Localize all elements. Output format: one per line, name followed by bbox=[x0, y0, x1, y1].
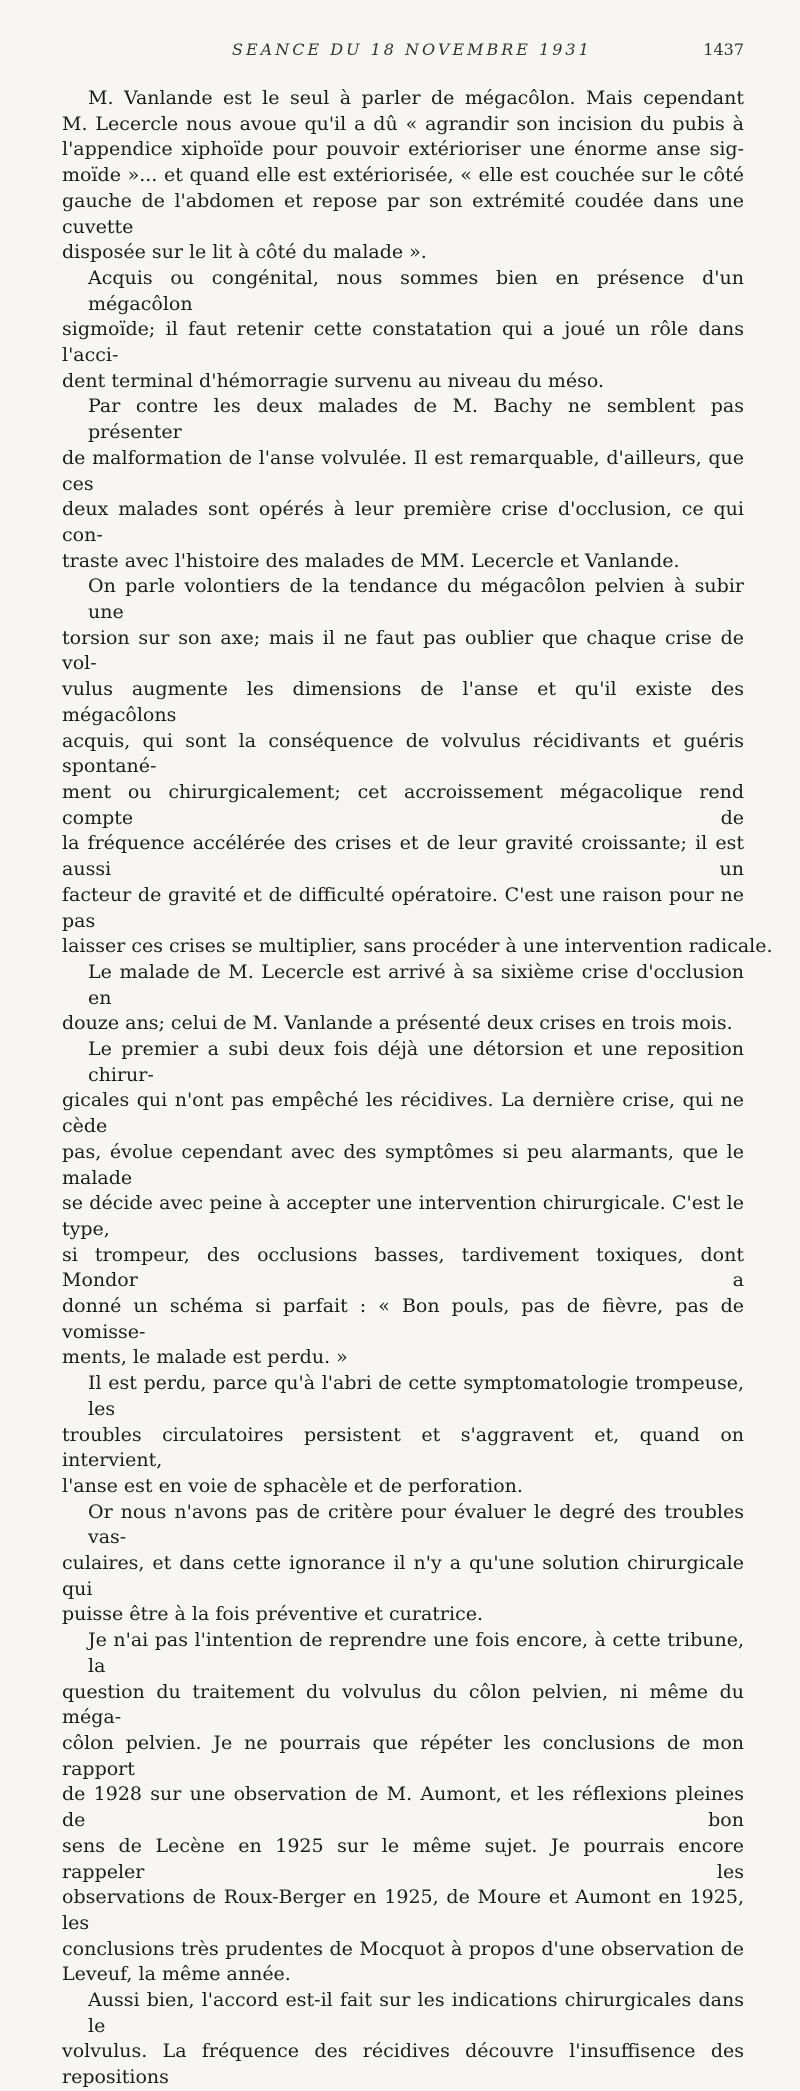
text-line: Je n'ai pas l'intention de reprendre une fois encore, à cette tribune, la bbox=[88, 1629, 744, 1677]
text-line: Il est perdu, parce qu'à l'abri de cette symptomatologie trompeuse, les bbox=[88, 1372, 744, 1420]
running-title: SEANCE DU 18 NOVEMBRE 1931 bbox=[232, 40, 592, 59]
text-line: On parle volontiers de la tendance du mégacôlon pelvien à subir une bbox=[88, 575, 744, 624]
text-line: pas, évolue cependant avec des symptômes si peu alarmants, que le malade bbox=[62, 1140, 744, 1189]
text-line: acquis, qui sont la conséquence de volvulus récidivants et guéris spontané- bbox=[62, 729, 744, 778]
text-line: conclusions très prudentes de Mocquot à propos d'une observation de bbox=[62, 1937, 744, 1960]
text-line: M. Lecercle nous avoue qu'il a dû « agrandir son incision du pubis à bbox=[62, 112, 744, 135]
text-line: traste avec l'histoire des malades de MM. Lecercle et Vanlande. bbox=[62, 549, 680, 572]
text-line: question du traitement du volvulus du côlon pelvien, ni même du méga- bbox=[62, 1680, 744, 1729]
text-line: ment ou chirurgicalement; cet accroissement mégacolique rend compte de bbox=[62, 780, 744, 829]
text-line: disposée sur le lit à côté du malade ». bbox=[62, 241, 427, 264]
text-line: ments, le malade est perdu. » bbox=[62, 1346, 348, 1369]
text-line: Or nous n'avons pas de critère pour évaluer le degré des troubles vas- bbox=[88, 1500, 744, 1549]
text-line: puisse être à la fois préventive et curatrice. bbox=[62, 1603, 484, 1626]
text-line: facteur de gravité et de difficulté opératoire. C'est une raison pour ne pas bbox=[62, 883, 744, 932]
text-line: torsion sur son axe; mais il ne faut pas oublier que chaque crise de vol- bbox=[62, 626, 744, 675]
text-line: laisser ces crises se multiplier, sans procéder à une intervention radicale. bbox=[62, 935, 773, 958]
text-line: donné un schéma si parfait : « Bon pouls, pas de fièvre, pas de vomisse- bbox=[62, 1295, 744, 1343]
text-line: l'appendice xiphoïde pour pouvoir extérioriser une énorme anse sig- bbox=[62, 138, 744, 161]
text-line: l'anse est en voie de sphacèle et de perforation. bbox=[62, 1474, 523, 1497]
text-line: Aussi bien, l'accord est-il fait sur les indications chirurgicales dans le bbox=[88, 1989, 744, 2037]
text-line: troubles circulatoires persistent et s'aggravent et, quand on intervient, bbox=[62, 1423, 744, 1472]
text-line: la fréquence accélérée des crises et de leur gravité croissante; il est aussi un bbox=[62, 832, 744, 881]
text-line: se décide avec peine à accepter une intervention chirurgicale. C'est le type, bbox=[62, 1192, 744, 1240]
page-number: 1437 bbox=[703, 40, 744, 59]
body-text bbox=[62, 86, 773, 2091]
text-line: sigmoïde; il faut retenir cette constatation qui a joué un rôle dans l'acci- bbox=[62, 318, 744, 367]
text-line: M. Vanlande est le seul à parler de mégacôlon. Mais cependant bbox=[88, 87, 744, 109]
text-line: observations de Roux-Berger en 1925, de Moure et Aumont en 1925, les bbox=[62, 1886, 744, 1934]
text-line: de malformation de l'anse volvulée. Il est remarquable, d'ailleurs, que ces bbox=[62, 446, 744, 495]
text-line: sens de Lecène en 1925 sur le même sujet. Je pourrais encore rappeler les bbox=[62, 1834, 744, 1883]
text-line: Le malade de M. Lecercle est arrivé à sa sixième crise d'occlusion en bbox=[88, 960, 744, 1009]
text-line: deux malades sont opérés à leur première crise d'occlusion, ce qui con- bbox=[62, 498, 744, 546]
text-line: côlon pelvien. Je ne pourrais que répéter les conclusions de mon rapport bbox=[62, 1732, 744, 1780]
running-header bbox=[62, 40, 744, 64]
text-line: Leveuf, la même année. bbox=[62, 1963, 291, 1986]
text-line: dent terminal d'hémorragie survenu au niveau du méso. bbox=[62, 369, 605, 392]
text-line: Le premier a subi deux fois déjà une détorsion et une reposition chirur- bbox=[88, 1038, 744, 1086]
text-line: si trompeur, des occlusions basses, tardivement toxiques, dont Mondor a bbox=[62, 1243, 744, 1292]
text-line: culaires, et dans cette ignorance il n'y a qu'une solution chirurgicale qui bbox=[62, 1552, 744, 1600]
text-line: gicales qui n'ont pas empêché les récidives. La dernière crise, qui ne cède bbox=[62, 1089, 744, 1138]
text-line: Par contre les deux malades de M. Bachy ne semblent pas présenter bbox=[88, 395, 744, 444]
text-line: gauche de l'abdomen et repose par son extrémité coudée dans une cuvette bbox=[62, 189, 744, 238]
text-line: moïde »... et quand elle est extériorisée, « elle est couchée sur le côté bbox=[62, 164, 744, 187]
text-line: vulus augmente les dimensions de l'anse et qu'il existe des mégacôlons bbox=[62, 678, 744, 726]
text-line: Acquis ou congénital, nous sommes bien en présence d'un mégacôlon bbox=[88, 266, 744, 315]
text-line: de 1928 sur une observation de M. Aumont, et les réflexions pleines de bon bbox=[62, 1783, 744, 1832]
text-line: douze ans; celui de M. Vanlande a présenté deux crises en trois mois. bbox=[62, 1012, 733, 1035]
text-line: volvulus. La fréquence des récidives découvre l'insuffisence des repositions bbox=[62, 2040, 744, 2089]
